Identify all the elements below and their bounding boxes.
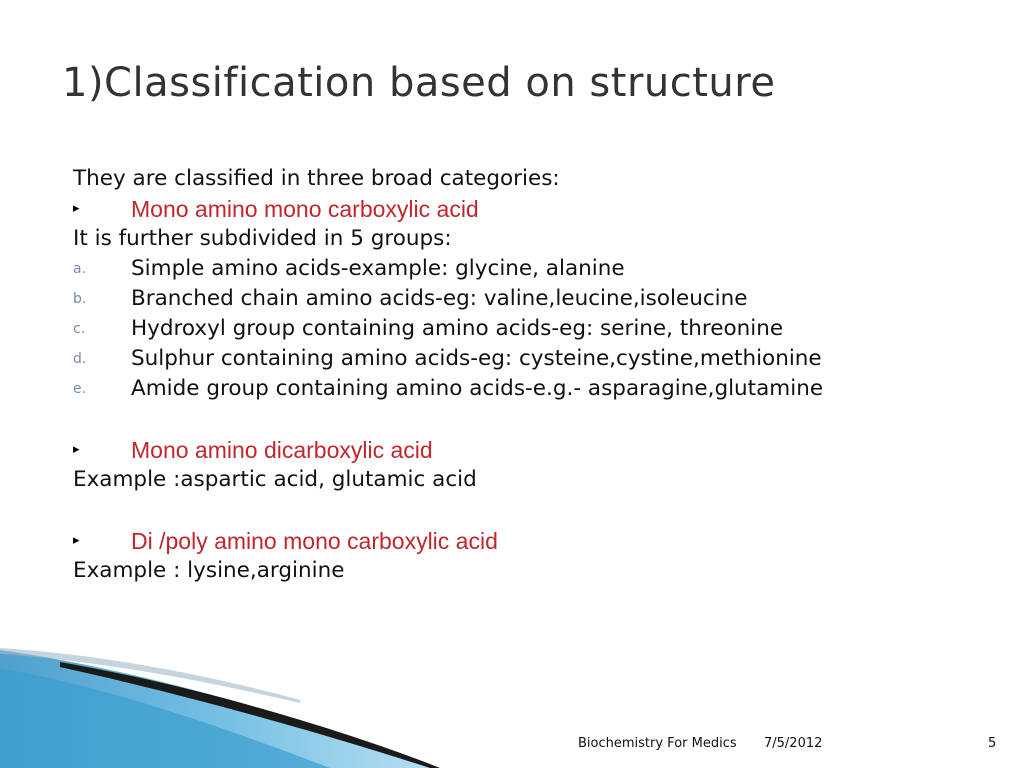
slide-body: [73, 164, 1003, 586]
list-letter: b.: [73, 291, 87, 307]
subdivide-text: It is further subdivided in 5 groups:: [73, 226, 452, 251]
group-item-c: [73, 314, 1003, 344]
slide-title: 1)Classification based on structure: [62, 60, 776, 106]
category-3-heading: Di /poly amino mono carboxylic acid: [131, 528, 498, 554]
bullet-arrow-icon: ▸: [73, 442, 80, 457]
group-text: Branched chain amino acids-eg: valine,leucine,isoleucine: [131, 286, 748, 311]
intro-line: [73, 164, 1003, 194]
category-1-heading: Mono amino mono carboxylic acid: [131, 196, 479, 222]
group-item-a: [73, 254, 1003, 284]
footer-page-number: 5: [988, 736, 997, 751]
subdivide-line: [73, 224, 1003, 254]
category-2-heading: Mono amino dicarboxylic acid: [131, 437, 433, 463]
footer-date: 7/5/2012: [764, 736, 823, 751]
group-item-e: [73, 374, 1003, 404]
category-1-item: [73, 194, 1003, 224]
group-text: Amide group containing amino acids-e.g.- asparagine,glutamine: [131, 376, 824, 401]
list-letter: c.: [73, 321, 86, 337]
group-item-b: [73, 284, 1003, 314]
group-text: Sulphur containing amino acids-eg: cysteine,cystine,methionine: [131, 346, 822, 371]
bullet-arrow-icon: ▸: [73, 201, 80, 216]
example-2-line: [73, 465, 1003, 495]
group-text: Hydroxyl group containing amino acids-eg: serine, threonine: [131, 316, 784, 341]
example-3-line: [73, 556, 1003, 586]
bullet-arrow-icon: ▸: [73, 533, 80, 548]
footer-source: Biochemistry For Medics: [578, 736, 737, 751]
spacer: [73, 404, 1003, 435]
group-text: Simple amino acids-example: glycine, alanine: [131, 256, 625, 281]
spacer: [73, 495, 1003, 526]
list-letter: a.: [73, 261, 87, 277]
list-letter: d.: [73, 351, 87, 367]
group-item-d: [73, 344, 1003, 374]
category-3-item: [73, 526, 1003, 556]
category-2-item: [73, 435, 1003, 465]
example-2-text: Example :aspartic acid, glutamic acid: [73, 467, 477, 492]
example-3-text: Example : lysine,arginine: [73, 558, 345, 583]
intro-text: They are classified in three broad categories:: [73, 166, 560, 191]
list-letter: e.: [73, 381, 87, 397]
